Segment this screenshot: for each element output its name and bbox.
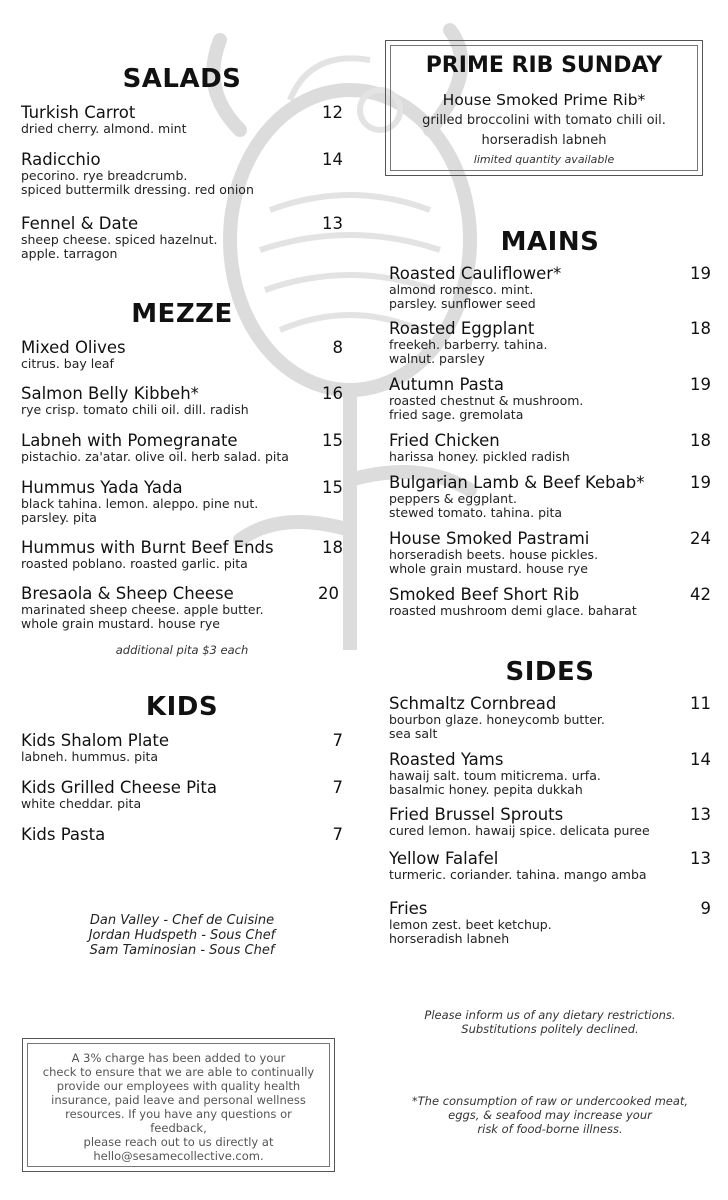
item-name: Roasted Eggplant (389, 319, 535, 338)
item-description: harissa honey. pickled radish (389, 449, 570, 464)
charge-notice-box (22, 1038, 335, 1172)
item-description: rye crisp. tomato chili oil. dill. radish (21, 402, 249, 417)
item-description: pecorino. rye breadcrumb. spiced buttermilk dressing. red onion (21, 168, 254, 197)
menu-item (389, 750, 711, 797)
item-name: Smoked Beef Short Rib (389, 585, 580, 604)
menu-item (21, 338, 343, 371)
item-name: Kids Shalom Plate (21, 731, 170, 750)
item-description: roasted mushroom demi glace. baharat (389, 603, 637, 618)
item-name: Yellow Falafel (389, 849, 499, 868)
item-description: hawaij salt. toum miticrema. urfa. basalmic honey. pepita dukkah (389, 768, 601, 797)
item-price: 19 (690, 264, 711, 283)
menu-item (389, 805, 711, 838)
item-price: 19 (690, 375, 711, 394)
menu-item (21, 778, 343, 811)
item-name: Labneh with Pomegranate (21, 431, 238, 450)
item-price: 15 (322, 478, 343, 497)
item-name: Hummus with Burnt Beef Ends (21, 538, 274, 557)
item-description: cured lemon. hawaij spice. delicata puree (389, 823, 650, 838)
item-price: 18 (690, 431, 711, 450)
item-description: labneh. hummus. pita (21, 749, 159, 764)
item-description: bourbon glaze. honeycomb butter. sea salt (389, 712, 605, 741)
dietary-note (389, 1008, 711, 1036)
menu-item (21, 825, 343, 844)
item-name: Schmaltz Cornbread (389, 694, 557, 713)
sides-heading: SIDES (505, 657, 595, 687)
item-price: 14 (690, 750, 711, 769)
menu-item (21, 384, 343, 417)
item-price: 7 (332, 731, 343, 750)
prime-rib-title: PRIME RIB SUNDAY (425, 53, 663, 78)
item-description: freekeh. barberry. tahina. walnut. parsley (389, 337, 548, 366)
staff-line: Dan Valley - Chef de Cuisine (89, 913, 275, 928)
item-name: Kids Pasta (21, 825, 106, 844)
item-description: sheep cheese. spiced hazelnut. apple. tarragon (21, 232, 218, 261)
item-price: 12 (322, 103, 343, 122)
item-price: 7 (332, 778, 343, 797)
menu-item (389, 473, 711, 520)
menu-item (21, 150, 343, 197)
dietary-note-line: Substitutions politely declined. (461, 1022, 639, 1036)
menu-item (389, 529, 711, 576)
pita-note: additional pita $3 each (115, 643, 249, 657)
item-price: 13 (322, 214, 343, 233)
item-name: Autumn Pasta (389, 375, 504, 394)
item-name: Bresaola & Sheep Cheese (21, 584, 234, 603)
menu-item (389, 431, 711, 464)
menu-item (21, 731, 343, 764)
mezze-heading: MEZZE (131, 299, 233, 329)
staff-credits (21, 913, 343, 958)
mains-heading: MAINS (500, 227, 600, 257)
item-name: Fries (389, 899, 428, 918)
menu-item (21, 538, 343, 571)
raw-warning-line: eggs, & seafood may increase your (448, 1108, 652, 1122)
item-name: Roasted Yams (389, 750, 504, 769)
staff-line: Jordan Hudspeth - Sous Chef (88, 928, 276, 943)
item-name: Salmon Belly Kibbeh* (21, 384, 199, 403)
item-description: roasted chestnut & mushroom. fried sage. gremolata (389, 393, 584, 422)
item-name: Fried Brussel Sprouts (389, 805, 564, 824)
menu-item (21, 584, 343, 631)
item-description: roasted poblano. roasted garlic. pita (21, 556, 248, 571)
kids-heading: KIDS (145, 692, 219, 722)
item-price: 14 (322, 150, 343, 169)
prime-rib-item: House Smoked Prime Rib* (442, 91, 646, 109)
item-description: horseradish beets. house pickles. whole grain mustard. house rye (389, 547, 599, 576)
item-description: turmeric. coriander. tahina. mango amba (389, 867, 647, 882)
item-price: 7 (332, 825, 343, 844)
dietary-note-line: Please inform us of any dietary restrictions. (424, 1008, 676, 1022)
raw-warning-line: risk of food-borne illness. (477, 1122, 623, 1136)
item-name: Kids Grilled Cheese Pita (21, 778, 217, 797)
menu-item (21, 214, 343, 261)
item-name: Mixed Olives (21, 338, 126, 357)
menu-item (389, 694, 711, 741)
item-name: Bulgarian Lamb & Beef Kebab* (389, 473, 645, 492)
item-name: Fennel & Date (21, 214, 139, 233)
item-price: 9 (700, 899, 711, 918)
item-price: 11 (690, 694, 711, 713)
prime-rib-note: limited quantity available (473, 153, 615, 166)
raw-warning-line: *The consumption of raw or undercooked meat, (411, 1094, 689, 1108)
menu-item (389, 319, 711, 366)
item-description: citrus. bay leaf (21, 356, 114, 371)
item-description: white cheddar. pita (21, 796, 142, 811)
item-price: 16 (322, 384, 343, 403)
item-name: Radicchio (21, 150, 101, 169)
prime-rib-box (385, 40, 703, 176)
menu-item (21, 431, 343, 464)
item-price: 18 (690, 319, 711, 338)
item-name: Roasted Cauliflower* (389, 264, 562, 283)
menu-item (389, 899, 711, 946)
item-price: 24 (690, 529, 711, 548)
item-price: 13 (690, 849, 711, 868)
item-description: peppers & eggplant. stewed tomato. tahina. pita (389, 491, 563, 520)
item-name: Fried Chicken (389, 431, 500, 450)
item-description: pistachio. za'atar. olive oil. herb salad. pita (21, 449, 289, 464)
item-price: 20 (318, 584, 339, 603)
menu-item (389, 375, 711, 422)
item-name: Hummus Yada Yada (21, 478, 183, 497)
raw-food-warning (389, 1094, 711, 1136)
salads-heading: SALADS (122, 64, 242, 94)
prime-rib-desc-1: grilled broccolini with tomato chili oil. (422, 113, 666, 128)
menu-item (21, 478, 343, 525)
item-price: 42 (690, 585, 711, 604)
menu-item (389, 849, 711, 882)
menu-item (389, 585, 711, 618)
item-description: lemon zest. beet ketchup. horseradish labneh (389, 917, 552, 946)
staff-line: Sam Taminosian - Sous Chef (89, 943, 275, 958)
menu-item (389, 264, 711, 311)
item-description: almond romesco. mint. parsley. sunflower seed (389, 282, 536, 311)
item-price: 15 (322, 431, 343, 450)
charge-notice-text: A 3% charge has been added to your check to ensure that we are able to continually provide our employees with quality health insurance, paid leave and personal wellness resources. If you have any questions or feedback, please reach out to us directly at hello@sesamecollective.com. (42, 1051, 315, 1163)
item-price: 19 (690, 473, 711, 492)
prime-rib-desc-2: horseradish labneh (481, 133, 607, 148)
item-name: House Smoked Pastrami (389, 529, 590, 548)
menu-item (21, 103, 343, 136)
item-description: marinated sheep cheese. apple butter. whole grain mustard. house rye (21, 602, 264, 631)
item-price: 8 (332, 338, 343, 357)
item-description: dried cherry. almond. mint (21, 121, 187, 136)
item-name: Turkish Carrot (21, 103, 136, 122)
item-price: 13 (690, 805, 711, 824)
item-price: 18 (322, 538, 343, 557)
item-description: black tahina. lemon. aleppo. pine nut. parsley. pita (21, 496, 259, 525)
